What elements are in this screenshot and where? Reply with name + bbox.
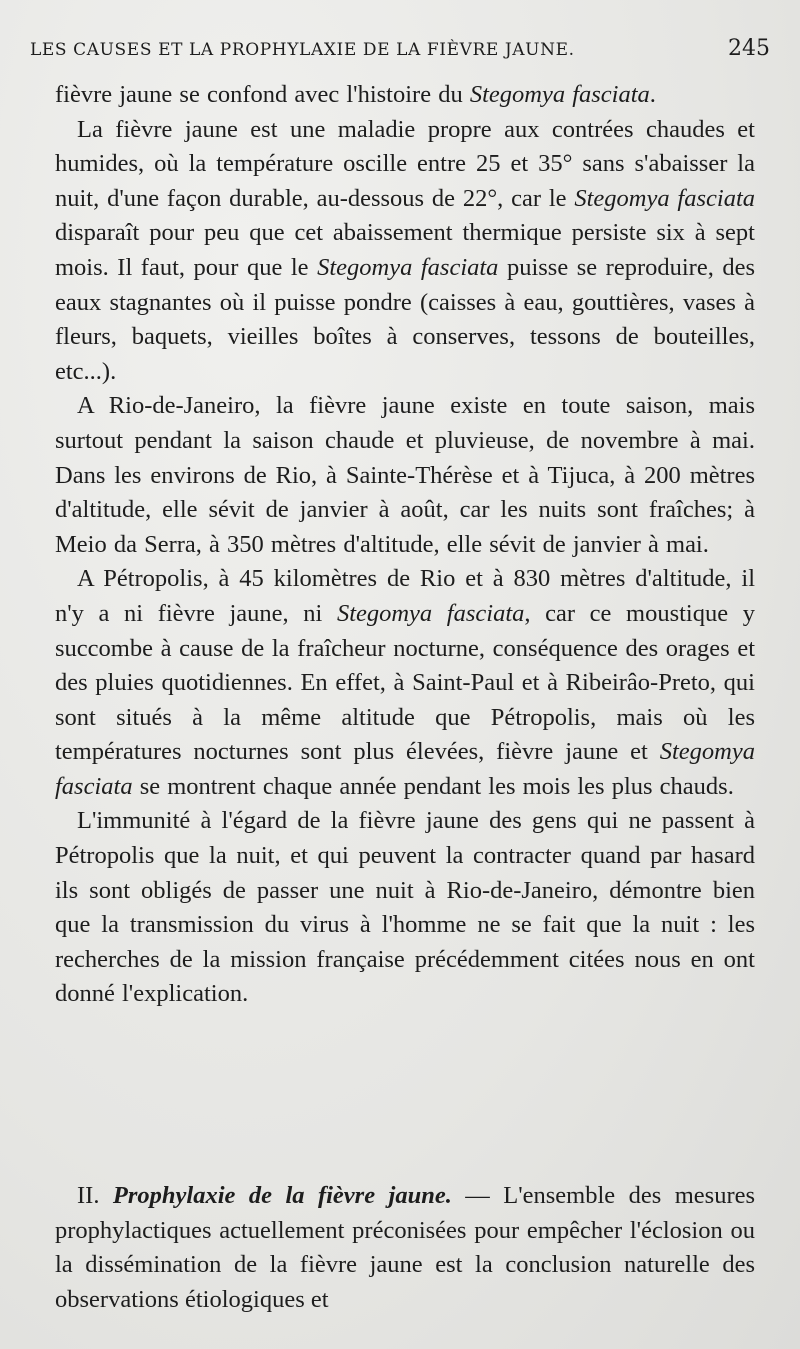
species-name: Stegomya fasciata — [55, 738, 755, 800]
text-run: . — [649, 81, 656, 108]
section-number: II. — [77, 1182, 100, 1209]
section-prophylaxie — [55, 1179, 755, 1317]
paragraph-continuation — [55, 78, 755, 113]
section-text: L'ensemble des mesures prophylactiques actuellement préconisées pour empêcher l'éclosion ou la dissémination de la fièvre jaune est la conclusion naturelle des observations étiologiques et — [55, 1182, 756, 1313]
text-run: A Rio-de-Janeiro, la fièvre jaune existe en toute saison, mais surtout pendant la saison chaude et pluvieuse, de novembre à mai. Dans les environs de Rio, à Sainte-Thérèse et à Tijuca, à 200 mètres d'altitude, elle sévit de janvier à août, car les nuits sont fraîches; à Meio da Serra, à 350 mètres d'altitude, elle sévit de janvier à mai. — [55, 392, 755, 558]
paragraph-petropolis — [55, 562, 755, 804]
text-run: disparaît pour peu que cet abaissement thermique persiste six à sept mois. Il faut, pour que le — [55, 219, 755, 281]
text-run: L'immunité à l'égard de la fièvre jaune des gens qui ne passent à Pétropolis que la nuit, et qui peuvent la contracter quand par hasard ils sont obligés de passer une nuit à Rio-de-Janeiro, démontre bien que la transmission du virus à l'homme ne se fait que la nuit : les recherches de la mission française précédemment citées nous en ont donné l'explication. — [55, 807, 755, 1008]
species-name: Stegomya fasciata — [574, 184, 756, 212]
section-dash: — — [451, 1182, 504, 1209]
page-number: 245 — [728, 36, 770, 61]
text-run: se montrent chaque année pendant les mois les plus chauds. — [132, 772, 734, 800]
body-text — [55, 78, 755, 1012]
text-run: , car ce moustique y succombe à cause de la fraîcheur nocturne, conséquence des orages et des pluies quotidiennes. En effet, à Saint-Paul et à Ribeirâo-Preto, qui sont situés à la même altitude que Pétropolis, mais où les températures nocturnes sont plus élevées, fièvre jaune et — [55, 599, 755, 766]
section-paragraph — [55, 1179, 755, 1317]
species-name: Stegomya fasciata — [336, 599, 525, 627]
paragraph-immunity — [55, 804, 755, 1012]
paragraph-rio — [55, 389, 755, 562]
species-name: Stegomya fasciata — [469, 81, 650, 108]
text-run: A Pétropolis, à 45 kilomètres de Rio et à 830 mètres d'altitude, il n'y a ni fièvre jaune, ni — [55, 565, 755, 627]
running-head — [30, 36, 770, 76]
species-name: Stegomya fasciata — [317, 253, 499, 281]
paragraph-climate — [55, 113, 755, 390]
section-heading: Prophylaxie de la fièvre jaune. — [112, 1182, 452, 1209]
text-run: La fièvre jaune est une maladie propre aux contrées chaudes et humides, où la température oscille entre 25 et 35° sans s'abaisser la nuit, d'une façon durable, au-dessous de 22°, car le — [55, 115, 755, 212]
text-run: puisse se reproduire, des eaux stagnantes où il puisse pondre (caisses à eau, gouttières, vases à fleurs, baquets, vieilles boîtes à conserves, tessons de bouteilles, etc...). — [55, 253, 756, 385]
text-run: fièvre jaune se confond avec l'histoire du — [55, 81, 470, 108]
running-title: LES CAUSES ET LA PROPHYLAXIE DE LA FIÈVRE JAUNE. — [30, 40, 575, 60]
